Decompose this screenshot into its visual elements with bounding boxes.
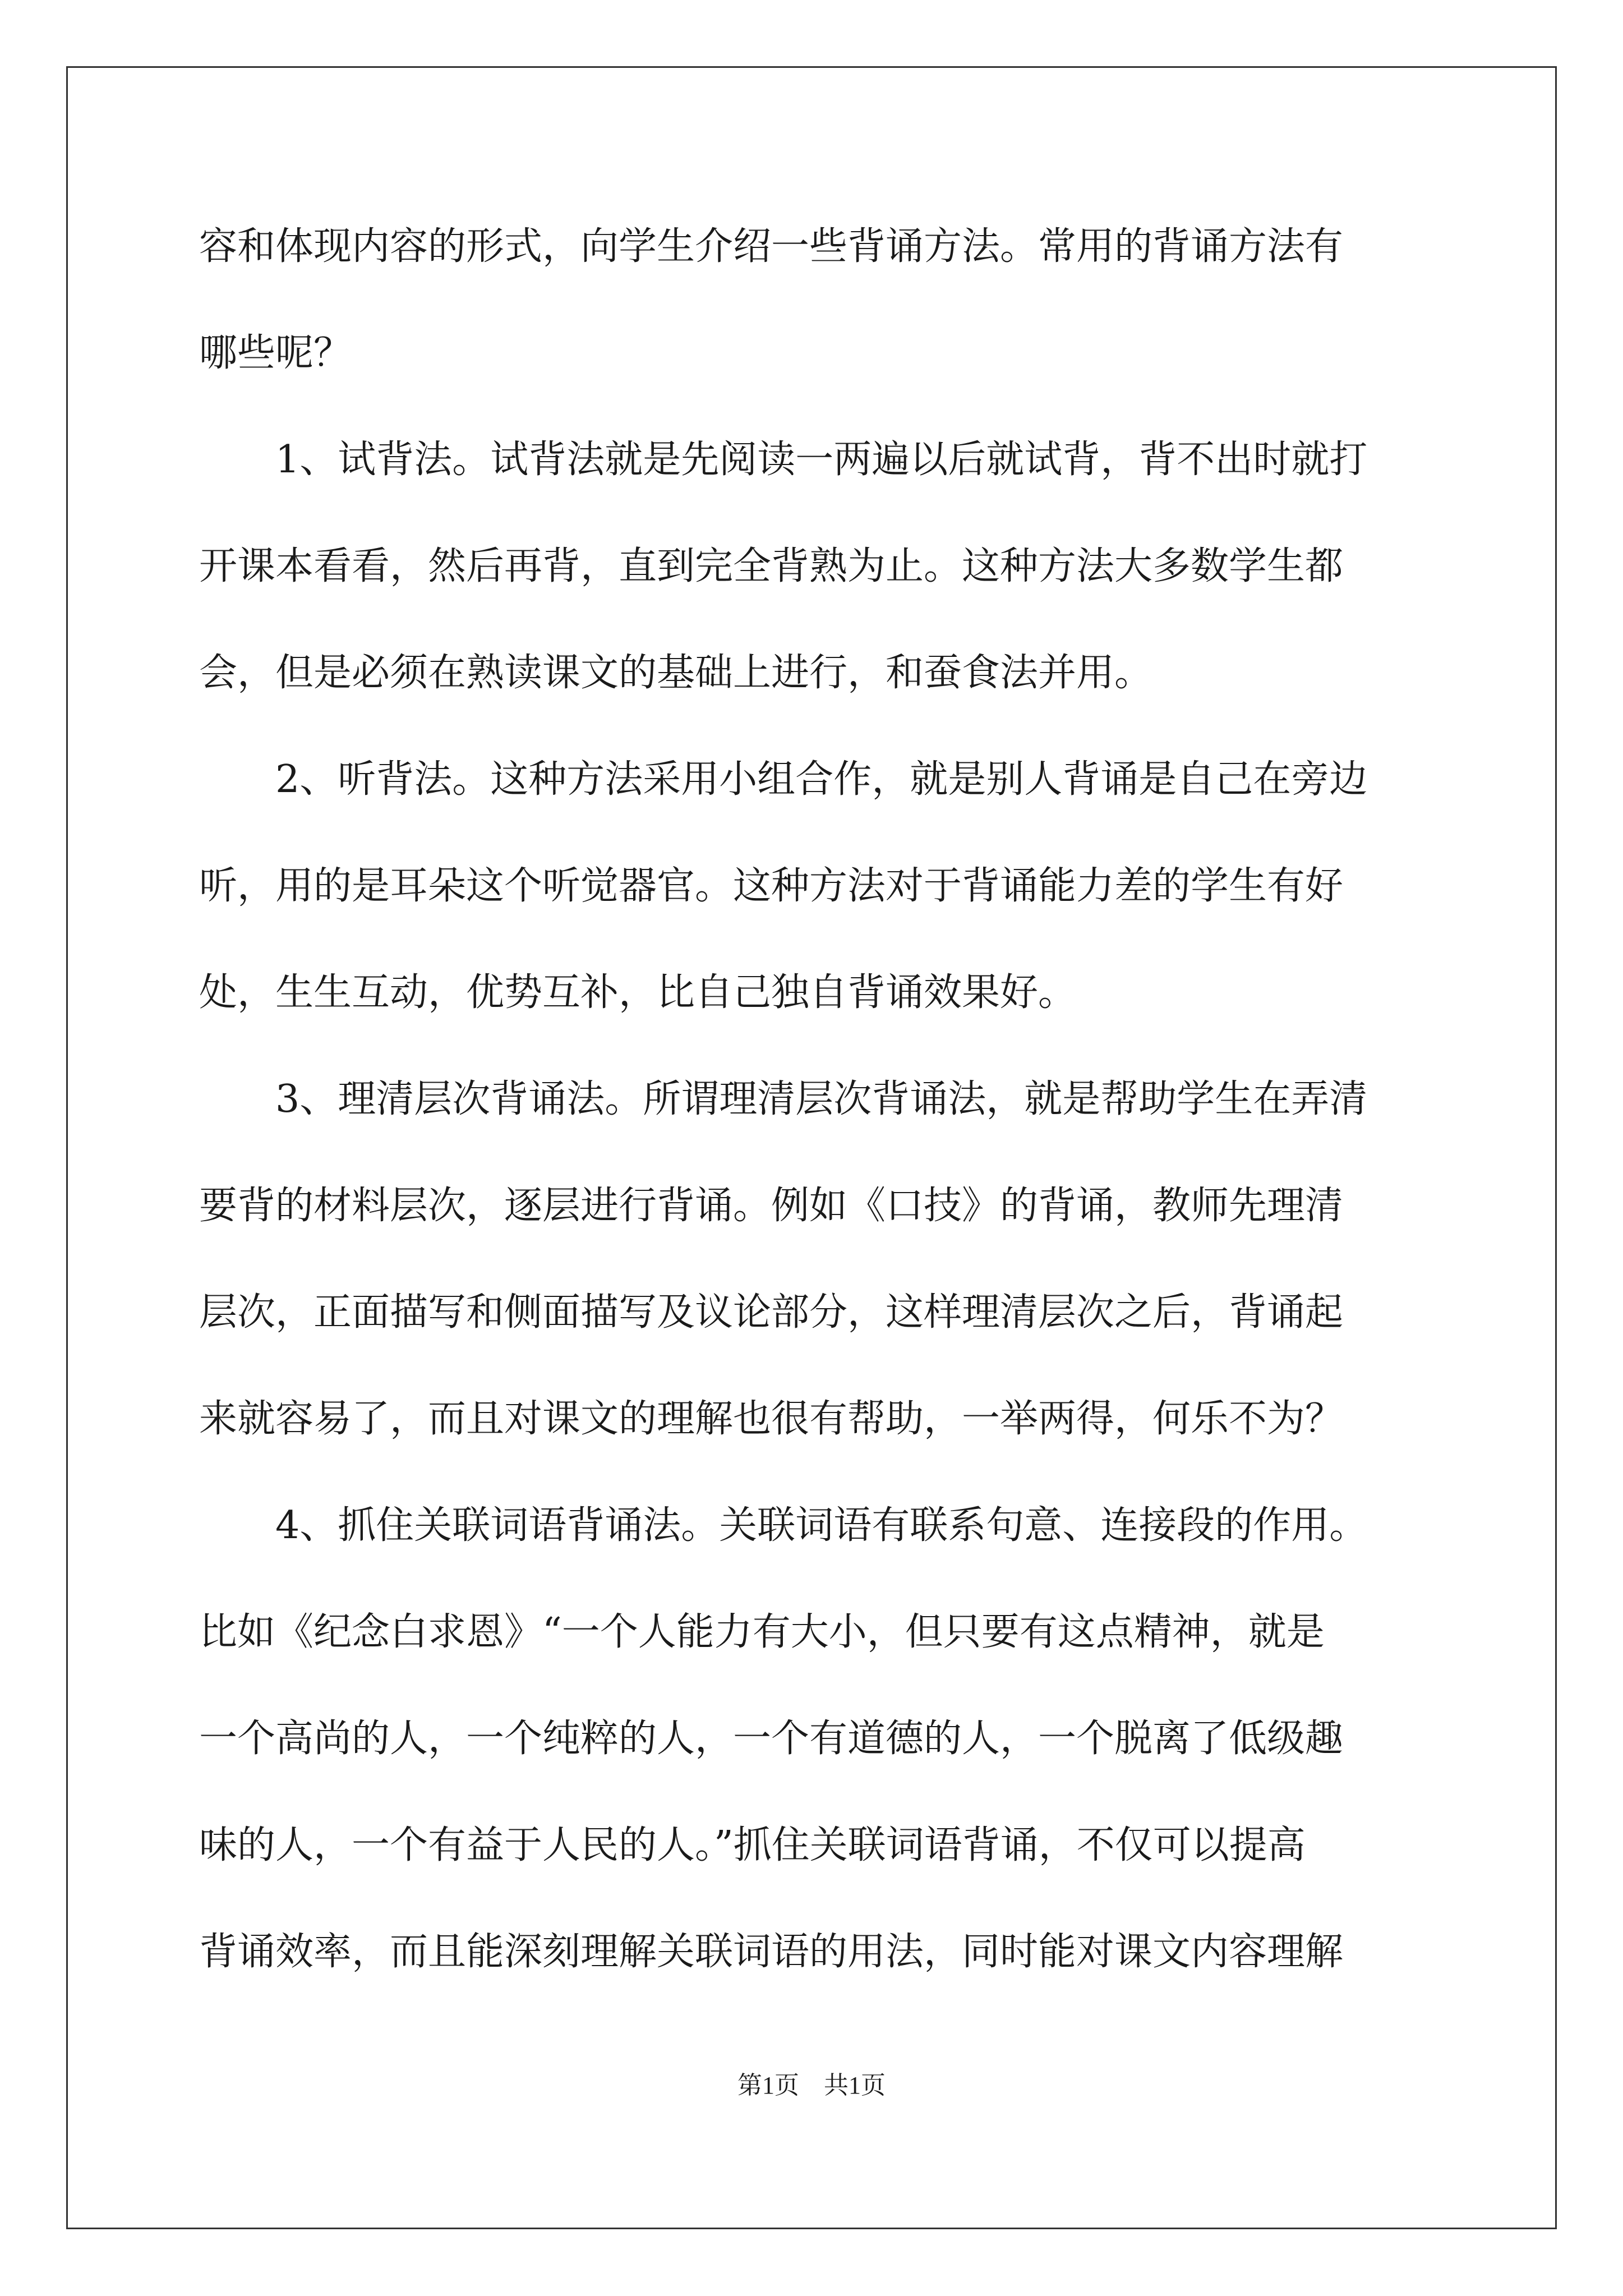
- text-line: 味的人，一个有益于人民的人。”抓住关联词语背诵，不仅可以提高: [199, 1823, 1306, 1867]
- page-number: 第1页 共1页: [737, 2072, 886, 2099]
- text-line: 2、听背法。这种方法采用小组合作，就是别人背诵是自己在旁边: [199, 757, 1368, 802]
- text-line: 1、试背法。试背法就是先阅读一两遍以后就试背，背不出时就打: [199, 438, 1368, 482]
- text-line: 层次，正面描写和侧面描写及议论部分，这样理清层次之后，背诵起: [199, 1290, 1344, 1335]
- text-line: 开课本看看，然后再背，直到完全背熟为止。这种方法大多数学生都: [199, 544, 1344, 588]
- text-line: 会，但是必须在熟读课文的基础上进行，和蚕食法并用。: [199, 651, 1153, 695]
- text-line: 3、理清层次背诵法。所谓理清层次背诵法，就是帮助学生在弄清: [199, 1077, 1368, 1121]
- text-line: 比如《纪念白求恩》“一个人能力有大小，但只要有这点精神，就是: [199, 1610, 1325, 1654]
- text-line: 听，用的是耳朵这个听觉器官。这种方法对于背诵能力差的学生有好: [199, 864, 1344, 908]
- text-line: 哪些呢？: [199, 331, 352, 375]
- text-line: 处，生生互动，优势互补，比自己独自背诵效果好。: [199, 970, 1077, 1015]
- text-line: 容和体现内容的形式，向学生介绍一些背诵方法。常用的背诵方法有: [199, 224, 1344, 269]
- text-line: 一个高尚的人，一个纯粹的人，一个有道德的人，一个脱离了低级趣: [199, 1717, 1344, 1761]
- text-line: 背诵效率，而且能深刻理解关联词语的用法，同时能对课文内容理解: [199, 1930, 1344, 1974]
- document-body: [199, 216, 1444, 2028]
- text-line: 来就容易了，而且对课文的理解也很有帮助，一举两得，何乐不为？: [199, 1397, 1344, 1441]
- text-line: 4、抓住关联词语背诵法。关联词语有联系句意、连接段的作用。: [199, 1503, 1368, 1548]
- text-line: 要背的材料层次，逐层进行背诵。例如《口技》的背诵，教师先理清: [199, 1184, 1344, 1228]
